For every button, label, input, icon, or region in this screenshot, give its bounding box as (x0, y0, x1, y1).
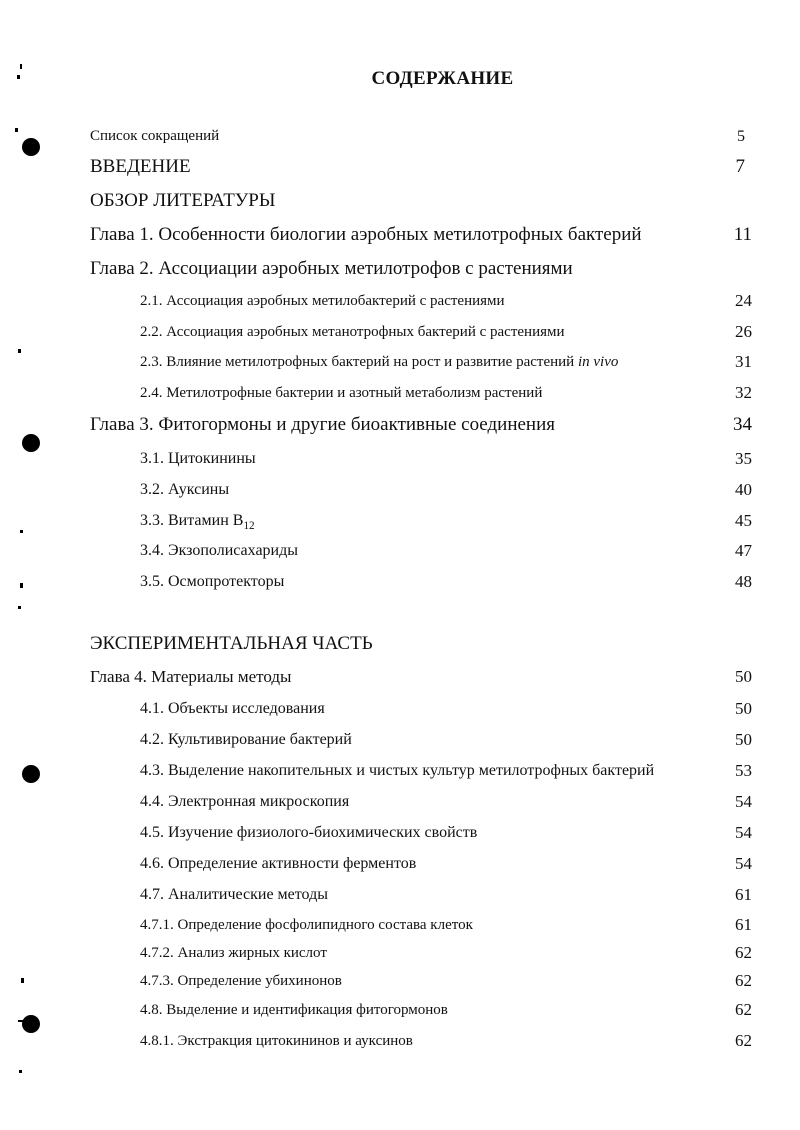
toc-page-number: 54 (735, 823, 752, 842)
toc-entry-4-4: 4.4. Электронная микроскопия (140, 793, 350, 810)
toc-entry-abbreviations: Список сокращений (90, 128, 220, 144)
toc-section-literature-review: ОБЗОР ЛИТЕРАТУРЫ (90, 190, 276, 211)
toc-section-experimental: ЭКСПЕРИМЕНТАЛЬНАЯ ЧАСТЬ (90, 633, 373, 654)
toc-entry-4-7-2: 4.7.2. Анализ жирных кислот (140, 945, 327, 961)
toc-page-number: 24 (735, 291, 752, 310)
punch-hole (22, 434, 40, 452)
toc-entry-4-8: 4.8. Выделение и идентификация фитогормонов (140, 1002, 448, 1018)
punch-hole (22, 138, 40, 156)
toc-entry-introduction: ВВЕДЕНИЕ (90, 156, 191, 177)
toc-entry-2-3-italic: in vivo (577, 354, 619, 370)
toc-page-number: 50 (735, 730, 752, 749)
toc-entry-4-7-3: 4.7.3. Определение убихинонов (140, 973, 342, 989)
toc-entry-4-8-1: 4.8.1. Экстракция цитокининов и ауксинов (140, 1033, 413, 1049)
toc-entry-3-1: 3.1. Цитокинины (140, 450, 256, 467)
scan-speck (18, 349, 21, 353)
toc-page-number: 61 (735, 915, 752, 934)
toc-entry-2-4: 2.4. Метилотрофные бактерии и азотный метаболизм растений (140, 385, 543, 401)
toc-entry-4-5: 4.5. Изучение физиолого-биохимических свойств (140, 824, 478, 841)
toc-entry-4-7: 4.7. Аналитические методы (140, 886, 328, 903)
toc-page-number: 40 (735, 480, 752, 499)
punch-hole (22, 765, 40, 783)
toc-page-number: 50 (735, 699, 752, 718)
toc-page-number: 34 (733, 414, 752, 435)
toc-entry-4-2: 4.2. Культивирование бактерий (140, 731, 352, 748)
toc-page-number: 7 (735, 156, 745, 177)
toc-page-number: 54 (735, 792, 752, 811)
toc-entry-4-7-1: 4.7.1. Определение фосфолипидного состава клеток (140, 917, 473, 933)
toc-entry-4-6: 4.6. Определение активности ферментов (140, 855, 417, 872)
page-title: СОДЕРЖАНИЕ (371, 68, 514, 89)
toc-page-number: 5 (737, 128, 745, 145)
scan-speck (21, 978, 24, 983)
toc-entry-3-3 (140, 512, 255, 533)
scan-speck (19, 1070, 22, 1073)
toc-page-number: 11 (733, 224, 752, 245)
toc-page-number: 31 (735, 352, 752, 371)
toc-entry-chapter-1: Глава 1. Особенности биологии аэробных метилотрофных бактерий (90, 224, 642, 245)
toc-entry-2-3-label: 2.3. Влияние метилотрофных бактерий на рост и развитие растений (140, 354, 575, 370)
toc-entry-2-3 (140, 354, 618, 371)
scan-speck (20, 583, 23, 588)
scan-speck (18, 1020, 23, 1022)
toc-entry-3-3-subscript: 12 (243, 520, 255, 533)
toc-entry-2-1: 2.1. Ассоциация аэробных метилобактерий с растениями (140, 293, 505, 309)
toc-page-number: 62 (735, 943, 752, 962)
toc-page-number: 26 (735, 322, 752, 341)
toc-page-number: 54 (735, 854, 752, 873)
toc-entry-3-5: 3.5. Осмопротекторы (140, 573, 285, 590)
toc-entry-2-2: 2.2. Ассоциация аэробных метанотрофных бактерий с растениями (140, 324, 565, 340)
toc-page-number: 45 (735, 511, 752, 530)
punch-hole (22, 1015, 40, 1033)
toc-page-number: 62 (735, 971, 752, 990)
toc-entry-chapter-3: Глава 3. Фитогормоны и другие биоактивные соединения (90, 414, 555, 435)
toc-entry-chapter-4: Глава 4. Материалы методы (90, 667, 292, 686)
toc-page-number: 32 (735, 383, 752, 402)
toc-page-number: 62 (735, 1000, 752, 1019)
toc-entry-3-3-label: 3.3. Витамин B (140, 512, 244, 529)
scan-speck (18, 606, 21, 609)
toc-page-number: 47 (735, 541, 752, 560)
toc-page-number: 53 (735, 761, 752, 780)
scan-speck (15, 128, 18, 132)
toc-entry-chapter-2: Глава 2. Ассоциации аэробных метилотрофов с растениями (90, 258, 573, 279)
scan-speck (20, 530, 23, 533)
toc-page-number: 48 (735, 572, 752, 591)
toc-entry-4-1: 4.1. Объекты исследования (140, 700, 325, 717)
toc-page-number: 50 (735, 667, 752, 686)
toc-page-number: 62 (735, 1031, 752, 1050)
toc-page-number: 35 (735, 449, 752, 468)
toc-entry-3-2: 3.2. Ауксины (140, 481, 230, 498)
toc-entry-3-4: 3.4. Экзополисахариды (140, 542, 298, 559)
toc-entry-4-3: 4.3. Выделение накопительных и чистых культур метилотрофных бактерий (140, 762, 655, 779)
toc-page-number: 61 (735, 885, 752, 904)
